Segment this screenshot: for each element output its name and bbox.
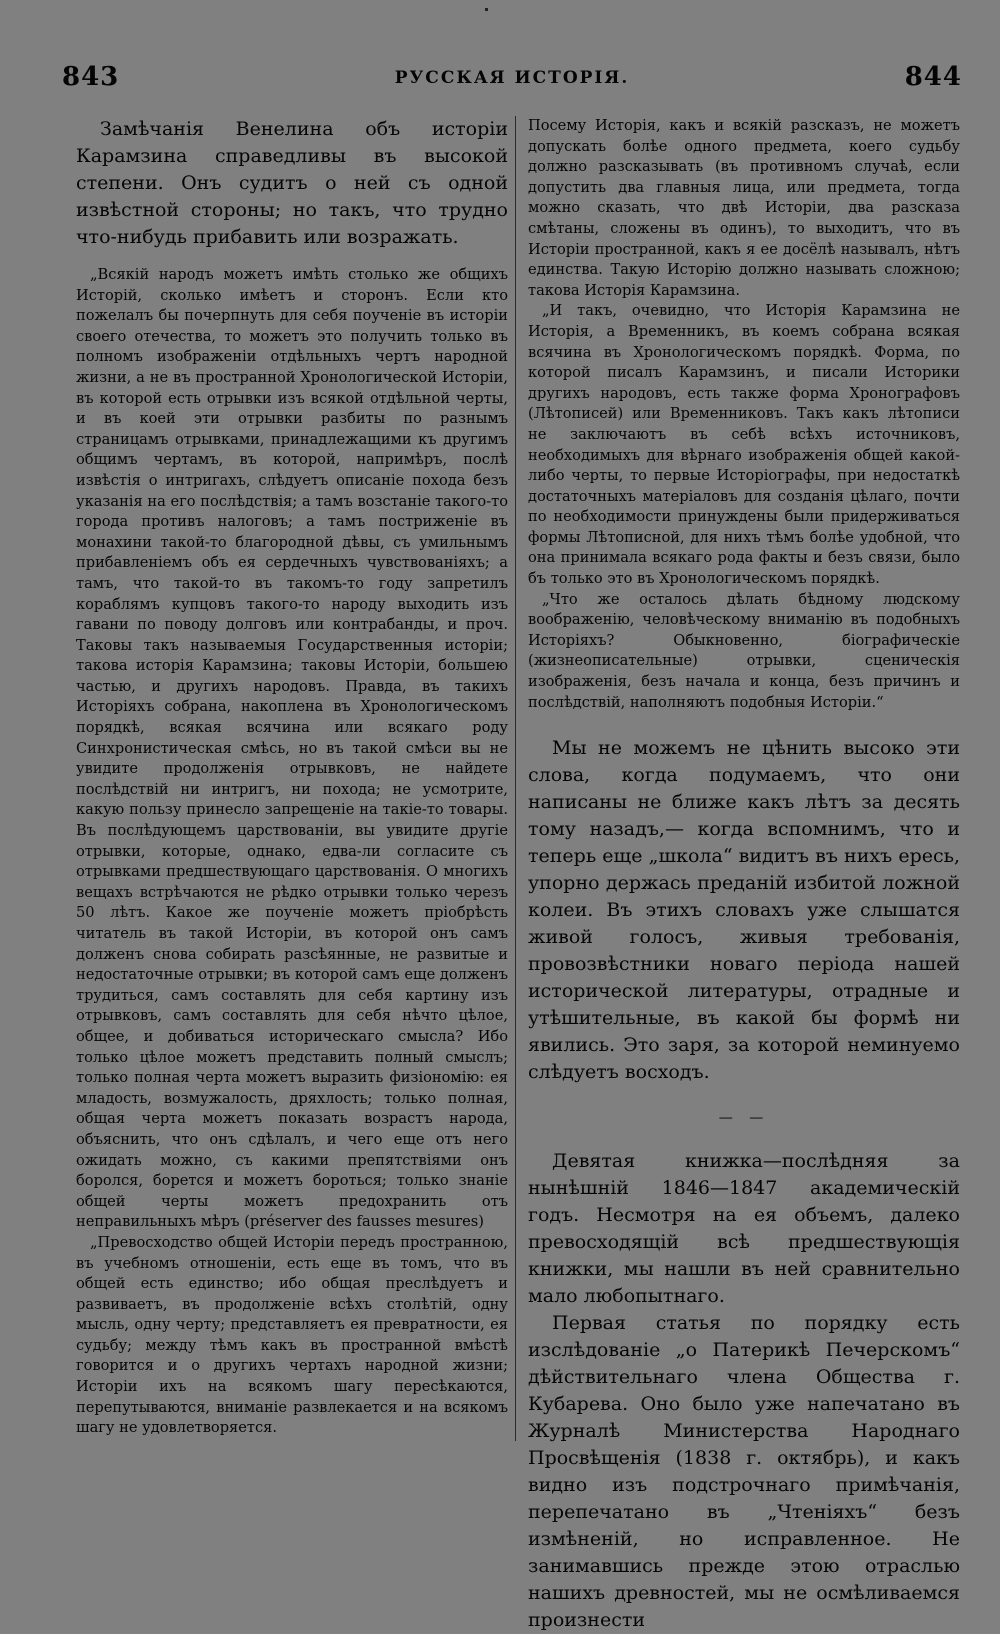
right-column <box>528 116 960 1632</box>
quote-paragraph-2-continued: Посему Исторія, какъ и всякій разсказъ, не можетъ допускать болѣе одного предмета, коего судьбу должно разсказывать (въ противномъ случаѣ, если допустить два главныя лица, или предмета, тогда можно сказать, что двѣ Исторіи, два разсказа смѣтаны, сложены въ одинъ), то выходитъ, что въ Исторіи пространной, какъ я ее досёлѣ называлъ, нѣтъ единства. Такую Исторію должно называть сложною; такова Исторія Карамзина. <box>528 117 960 299</box>
quote-paragraph-1: „Всякій народъ можетъ имѣть столько же общихъ Исторій, сколько имѣетъ и сторонъ. Если кто пожелалъ бы почерпнуть для себя поученіе въ исторіи своего отечества, то можетъ это получить только въ полномъ изображеніи отдѣльныхъ чертъ народной жизни, а не въ пространной Хронологической Исторіи, въ которой есть отрывки изъ всякой отдѣльной черты, и въ коей эти отрывки разбиты по разнымъ страницамъ отрывками, принадлежащими къ другимъ общимъ чертамъ, въ которой, напримѣръ, послѣ извѣстія о интригахъ, слѣдуетъ описаніе похода безъ указанія на его послѣдствія; а тамъ возстаніе такого-то города противъ налоговъ; а тамъ постриженіе въ монахини такой-то благородной дѣвы, съ умильнымъ прибавленіемъ объ ея сердечныхъ чувствованіяхъ; а тамъ, что такой-то въ такомъ-то году запретилъ кораблямъ купцовъ такого-то народу выходить изъ гавани по поводу долговъ или контрабанды, и проч. Таковы такъ называемыя Государственныя исторіи; такова исторія Карамзина; таковы Исторіи, большею частью, и другихъ народовъ. Правда, въ такихъ Исторіяхъ собрана, накоплена въ Хронологическомъ порядкѣ, всякая всячина или всякаго роду Синхронистическая смѣсь, но въ такой смѣси вы не увидите продолженія отрывковъ, не найдете послѣдствій ни интригъ, ни похода; не усмотрите, какую пользу принесло запрещеніе на такіе-то товары. Въ послѣдующемъ царствованіи, вы увидите другіе отрывки, которые, однако, едва-ли согласите съ отрывками предшествующаго царствованія. О многихъ вещахъ встрѣчаются не рѣдко отрывки только черезъ 50 лѣтъ. Какое же поученіе можетъ пріобрѣсть читатель въ такой Исторіи, въ которой онъ самъ долженъ снова собирать разсѣянные, не развитые и недостаточные отрывки; въ которой самъ еще долженъ трудиться, самъ составлять для себя картину изъ отрывковъ, самъ составлять для себя нѣчто цѣлое, общее, и добиваться историческаго смысла? Ибо только цѣлое можетъ представить полный смыслъ; только полная черта можетъ выразить физіономію: ея младость, возмужалость, дряхлость; только полная, общая черта можетъ показать возрастъ народа, объяснить, что онъ сдѣлалъ, и чего еще отъ него ожидать можно, съ какими препятствіями онъ боролся, борется и можетъ бороться; только знаніе общей черты можетъ предохранить отъ неправильныхъ мѣръ (préserver des fausses mesures) <box>76 266 508 1231</box>
page-number-left: 843 <box>62 62 120 92</box>
patericon-paragraph: Первая статья по порядку есть изслѣдованіе „о Патерикѣ Печерскомъ“ дѣйствительнаго члена Общества г. Кубарева. Оно было уже напечатано въ Журналѣ Министерства Народнаго Просвѣщенія (1838 г. октябрь), и какъ видно изъ подстрочнаго примѣчанія, перепечатано въ „Чтеніяхъ“ безъ измѣненій, но исправленное. Не занимавшись прежде этою отраслью нашихъ древностей, мы не осмѣливаемся произнести <box>528 1312 960 1632</box>
intro-paragraph: Замѣчанія Венелина объ исторіи Карамзина справедливы въ высокой степени. Онъ судитъ о ней съ одной извѣстной стороны; но такъ, что трудно что-нибудь прибавить или возражать. <box>76 118 508 248</box>
page-number-right: 844 <box>904 62 962 92</box>
quote-paragraph-2: „Превосходство общей Исторіи передъ пространною, въ учебномъ отношеніи, есть еще въ томъ, что въ общей есть единство; ибо общая преслѣдуетъ и развиваетъ, въ продолженіе всѣхъ столѣтій, одну мысль, одну черту; представляетъ ея превратности, ея судьбу; между тѣмъ какъ въ пространной вмѣстѣ говорится и о другихъ чертахъ народной жизни; Исторіи ихъ на всякомъ шагу пересѣкаются, перепутываются, вниманіе развлекается и на всякомъ шагу не удовлетворяется. <box>76 1233 508 1437</box>
running-header <box>62 62 962 102</box>
quote-paragraph-3: „И такъ, очевидно, что Исторія Карамзина не Исторія, а Временникъ, въ коемъ собрана всякая всячина въ Хронологическомъ порядкѣ. Форма, по которой писалъ Карамзинъ, и писали Историки другихъ народовъ, есть также форма Хронографовъ (Лѣтописей) или Временниковъ. Такъ какъ лѣтописи не заключаютъ въ себѣ всѣхъ источниковъ, необходимыхъ для вѣрнаго изображенія общей какой-либо черты, то первые Исторіографы, при недостаткѣ достаточныхъ матеріаловъ для созданія цѣлаго, почти по необходимости принуждены были придерживаться формы Лѣтописной, для нихъ тѣмъ болѣе удобной, что она принимала всякаго рода факты и безъ связи, было бъ только это въ Хронологическомъ порядкѣ. <box>528 302 960 588</box>
quote-paragraph-4: „Что же осталось дѣлать бѣдному людскому воображенію, человѣческому вниманію въ подобныхъ Исторіяхъ? Обыкновенно, біографическіе (жизнеописательные) отрывки, сценическія изображенія, безъ начала и конца, безъ причинъ и послѣдствій, наполняютъ подобныя Исторіи.“ <box>528 590 960 711</box>
ninth-book-paragraph: Девятая книжка—послѣдняя за нынѣшній 1846—1847 академическій годъ. Несмотря на ея объемъ, далеко превосходящій всѣ предшествующія книжки, мы нашли въ ней сравнительно мало любопытнаго. <box>528 1150 960 1308</box>
commentary-paragraph: Мы не можемъ не цѣнить высоко эти слова, когда подумаемъ, что они написаны не ближе какъ лѣтъ за десять тому назадъ,— когда вспомнимъ, что и теперь еще „школа“ видитъ въ нихъ ересь, упорно держась преданій избитой ложной колеи. Въ этихъ словахъ уже слышатся живой голосъ, живыя требованія, провозвѣстники новаго періода нашей исторической литературы, отрадные и утѣшительные, въ какой бы формѣ ни явились. Это заря, за которой неминуемо слѣдуетъ восходъ. <box>528 737 960 1084</box>
column-divider <box>515 116 516 1441</box>
scan-speck <box>485 8 488 11</box>
section-separator: — — <box>718 1110 770 1127</box>
running-title: РУССКАЯ ИСТОРІЯ. <box>394 68 630 88</box>
left-column <box>76 116 508 1466</box>
